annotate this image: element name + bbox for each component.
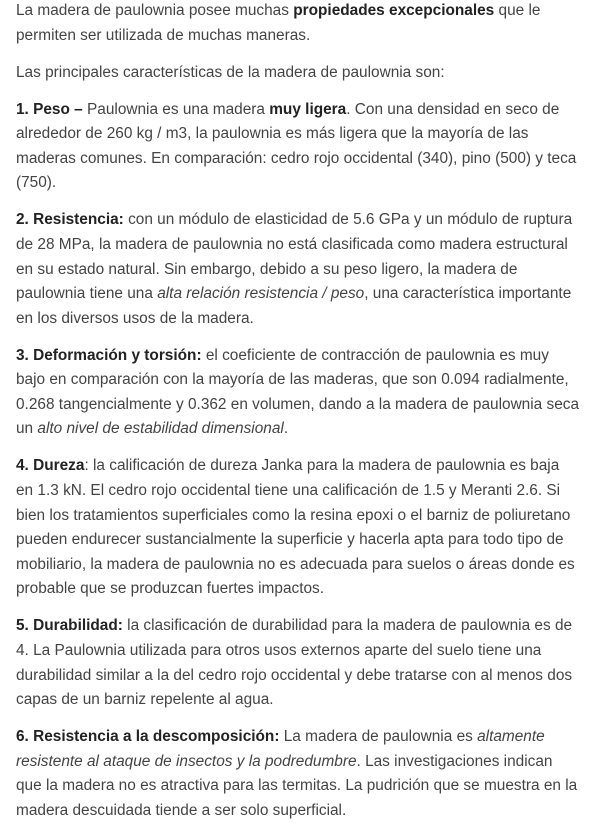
property-hardness: 4. Dureza: la calificación de dureza Janka para la madera de paulownia es baja en 1.3 kN. El cedro rojo occidental tiene una calificación de 1.5 y Meranti 2.6. Si bien los tratamientos superficiales como la resina epoxi o el barniz de poliuretano pueden endurecer sustancialmente la superficie y hacerla apta para todo tipo de mobiliario, la madera de paulownia no es adecuada para suelos o áreas donde es probable que se produzcan fuertes impactos. [16, 457, 575, 598]
list-intro-paragraph: Las principales características de la madera de paulownia son: [16, 63, 445, 81]
property-heading: 4. Dureza [16, 457, 85, 475]
property-strength: 2. Resistencia: con un módulo de elasticidad de 5.6 GPa y un módulo de ruptura de 28 MPa, la madera de paulownia no está clasificada como madera estructural en su estado natural. Sin embargo, debido a su peso ligero, la madera de paulownia tiene una alta relación resistencia / peso, una característica importante en los diversos usos de la madera. [16, 211, 573, 327]
property-heading: 3. Deformación y torsión: [16, 346, 202, 364]
italic-text: alta relación resistencia / peso [157, 285, 365, 303]
italic-text: altamente resistente al ataque de insectos y la podredumbre [16, 728, 545, 770]
italic-text: alto nivel de estabilidad dimensional [37, 420, 284, 438]
property-heading: 5. Durabilidad: [16, 617, 123, 635]
emphasis-text: propiedades excepcionales [293, 2, 495, 19]
property-durability: 5. Durabilidad: la clasificación de durabilidad para la madera de paulownia es de 4. La Paulownia utilizada para otros usos externos aparte del suelo tiene una durabilidad similar a la del cedro rojo occidental y debe tratarse con al menos dos capas de un barniz repelente al agua. [16, 617, 573, 709]
property-heading: 2. Resistencia: [16, 211, 124, 229]
property-heading: 1. Peso – [16, 100, 83, 118]
emphasis-text: muy ligera [269, 100, 347, 118]
property-weight: 1. Peso – Paulownia es una madera muy ligera. Con una densidad en seco de alrededor de 260 kg / m3, la paulownia es más ligera que la mayoría de las maderas comunes. En comparación: cedro rojo occidental (340), pino (500) y teca (750). [16, 100, 577, 192]
intro-paragraph: La madera de paulownia posee muchas propiedades excepcionales que le permiten ser utilizada de muchas maneras. [16, 2, 541, 44]
property-deformation: 3. Deformación y torsión: el coeficiente de contracción de paulownia es muy bajo en comparación con la mayoría de las maderas, que son 0.094 radialmente, 0.268 tangencialmente y 0.362 en volumen, dando a la madera de paulownia seca un alto nivel de estabilidad dimensional. [16, 346, 580, 438]
property-heading: 6. Resistencia a la descomposición: [16, 728, 280, 746]
property-decay-resistance: 6. Resistencia a la descomposición: La madera de paulownia es altamente resistente al ataque de insectos y la podredumbre. Las investigaciones indican que la madera no es atractiva para las termitas. La pudrición que se muestra en la madera descuidada tiende a ser solo superficial. [16, 728, 578, 819]
